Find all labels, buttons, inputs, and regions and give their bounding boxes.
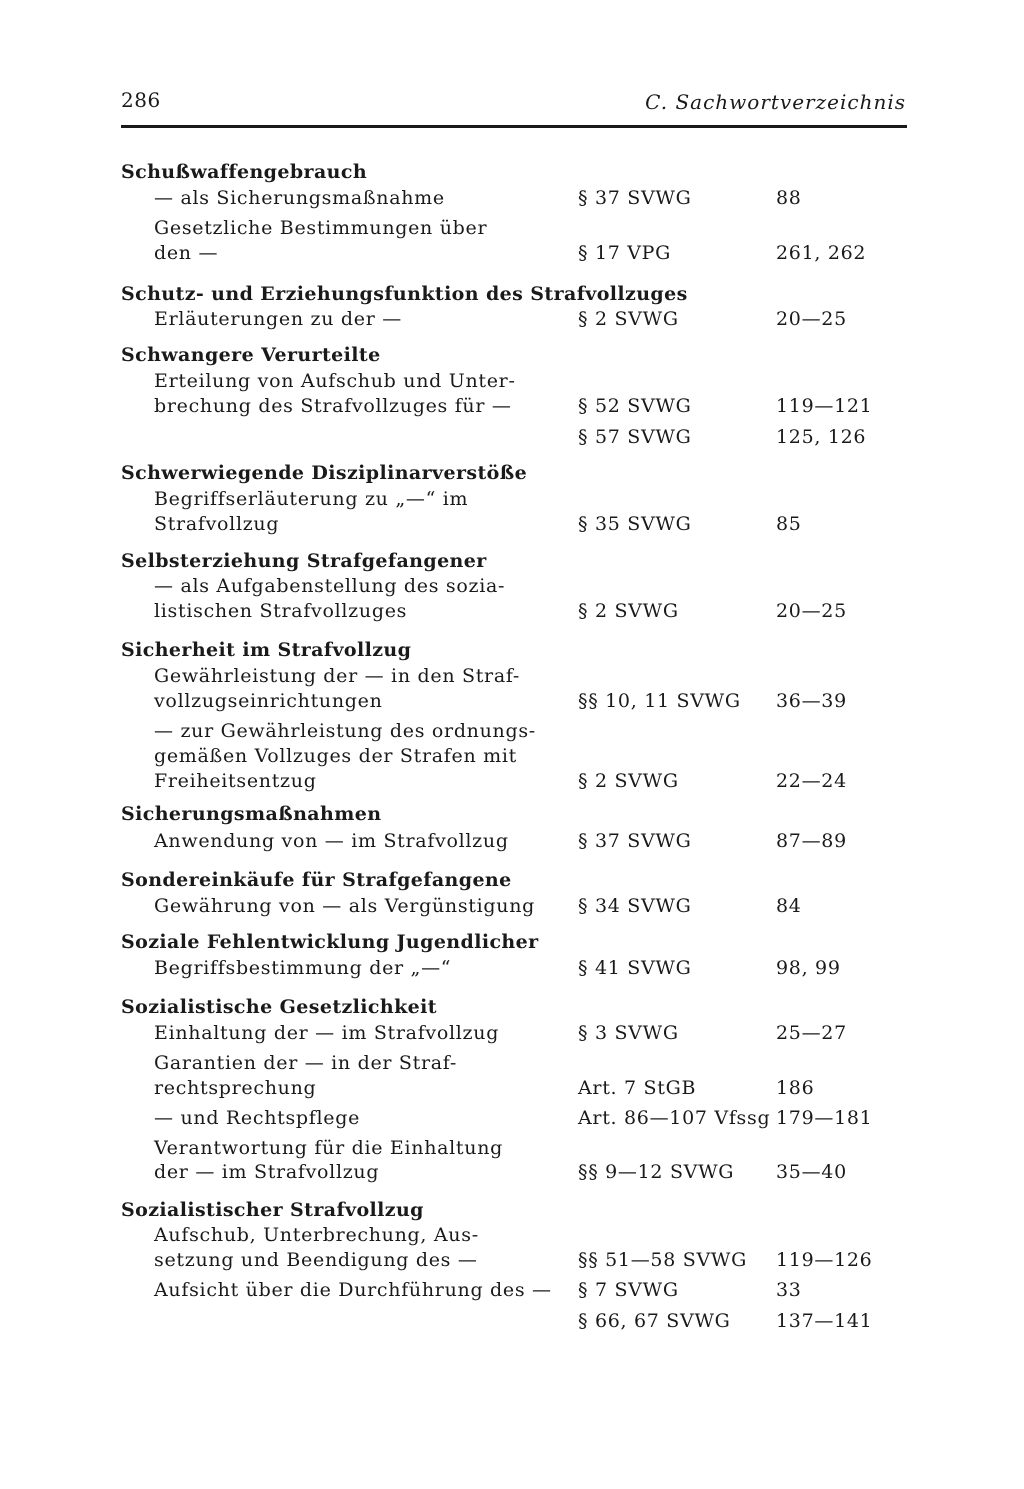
- page-reference: 33: [776, 1279, 802, 1301]
- legal-reference: § 7 SVWG: [578, 1279, 679, 1301]
- legal-reference: § 34 SVWG: [578, 895, 692, 917]
- legal-reference: § 35 SVWG: [578, 513, 692, 535]
- running-title: C. Sachwortverzeichnis: [645, 90, 906, 114]
- subentry-text: — zur Gewährleistung des ordnungs-: [154, 720, 536, 742]
- subentry-text: — als Aufgabenstellung des sozia-: [154, 575, 506, 597]
- page-reference: 119—126: [776, 1249, 873, 1271]
- entry-heading: Soziale Fehlentwicklung Jugendlicher: [121, 931, 539, 953]
- legal-reference: § 37 SVWG: [578, 830, 692, 852]
- subentry-text: Aufsicht über die Durchführung des —: [154, 1279, 552, 1301]
- page-reference: 85: [776, 513, 802, 535]
- legal-reference: § 2 SVWG: [578, 770, 679, 792]
- page-reference: 137—141: [776, 1310, 873, 1332]
- subentry-text: gemäßen Vollzuges der Strafen mit: [154, 745, 517, 767]
- legal-reference: § 2 SVWG: [578, 600, 679, 622]
- legal-reference: § 2 SVWG: [578, 308, 679, 330]
- legal-reference: § 17 VPG: [578, 242, 672, 264]
- legal-reference: § 66, 67 SVWG: [578, 1310, 731, 1332]
- page-reference: 84: [776, 895, 802, 917]
- page-reference: 186: [776, 1077, 815, 1099]
- header-rule: [121, 125, 907, 128]
- subentry-text: vollzugseinrichtungen: [154, 690, 383, 712]
- page-reference: 179—181: [776, 1107, 873, 1129]
- subentry-text: Gewährung von — als Vergünstigung: [154, 895, 535, 917]
- page-reference: 261, 262: [776, 242, 867, 264]
- subentry-text: Gewährleistung der — in den Straf-: [154, 665, 521, 687]
- entry-heading: Sozialistische Gesetzlichkeit: [121, 996, 437, 1018]
- subentry-text: brechung des Strafvollzuges für —: [154, 395, 512, 417]
- subentry-text: Aufschub, Unterbrechung, Aus-: [154, 1224, 479, 1246]
- page-reference: 20—25: [776, 600, 847, 622]
- entry-heading: Selbsterziehung Strafgefangener: [121, 550, 487, 572]
- subentry-text: setzung und Beendigung des —: [154, 1249, 478, 1271]
- subentry-text: Freiheitsentzug: [154, 770, 317, 792]
- subentry-text: — und Rechtspflege: [154, 1107, 361, 1129]
- entry-heading: Sozialistischer Strafvollzug: [121, 1199, 424, 1221]
- entry-heading: Schußwaffengebrauch: [121, 161, 368, 183]
- entry-heading: Schwerwiegende Disziplinarverstöße: [121, 462, 528, 484]
- legal-reference: § 37 SVWG: [578, 187, 692, 209]
- subentry-text: Erläuterungen zu der —: [154, 308, 402, 330]
- subentry-text: Begriffserläuterung zu „—“ im: [154, 488, 469, 510]
- subentry-text: der — im Strafvollzug: [154, 1161, 380, 1183]
- entry-heading: Sondereinkäufe für Strafgefangene: [121, 869, 512, 891]
- page-reference: 22—24: [776, 770, 847, 792]
- subentry-text: listischen Strafvollzuges: [154, 600, 408, 622]
- legal-reference: §§ 51—58 SVWG: [578, 1249, 747, 1271]
- subentry-text: — als Sicherungsmaßnahme: [154, 187, 445, 209]
- legal-reference: § 41 SVWG: [578, 957, 692, 979]
- subentry-text: Anwendung von — im Strafvollzug: [154, 830, 509, 852]
- subentry-text: rechtsprechung: [154, 1077, 317, 1099]
- entry-heading: Sicherheit im Strafvollzug: [121, 639, 412, 661]
- subentry-text: Einhaltung der — im Strafvollzug: [154, 1022, 500, 1044]
- legal-reference: § 57 SVWG: [578, 426, 692, 448]
- page-reference: 25—27: [776, 1022, 847, 1044]
- legal-reference: § 3 SVWG: [578, 1022, 679, 1044]
- entry-heading: Sicherungsmaßnahmen: [121, 803, 382, 825]
- page-number: 286: [121, 88, 161, 112]
- subentry-text: Gesetzliche Bestimmungen über: [154, 217, 488, 239]
- legal-reference: §§ 9—12 SVWG: [578, 1161, 735, 1183]
- page-reference: 87—89: [776, 830, 847, 852]
- page-reference: 119—121: [776, 395, 873, 417]
- subentry-text: Garantien der — in der Straf-: [154, 1052, 457, 1074]
- legal-reference: Art. 86—107 Vfssg: [578, 1107, 771, 1129]
- legal-reference: §§ 10, 11 SVWG: [578, 690, 741, 712]
- page-reference: 35—40: [776, 1161, 847, 1183]
- page-reference: 88: [776, 187, 802, 209]
- subentry-text: den —: [154, 242, 219, 264]
- legal-reference: Art. 7 StGB: [578, 1077, 697, 1099]
- page-reference: 125, 126: [776, 426, 867, 448]
- entry-heading: Schutz- und Erziehungsfunktion des Strafvollzuges: [121, 283, 688, 305]
- subentry-text: Verantwortung für die Einhaltung: [154, 1137, 504, 1159]
- subentry-text: Strafvollzug: [154, 513, 280, 535]
- page-reference: 36—39: [776, 690, 847, 712]
- page-reference: 98, 99: [776, 957, 841, 979]
- subentry-text: Begriffsbestimmung der „—“: [154, 957, 452, 979]
- page-reference: 20—25: [776, 308, 847, 330]
- entry-heading: Schwangere Verurteilte: [121, 344, 381, 366]
- subentry-text: Erteilung von Aufschub und Unter-: [154, 370, 516, 392]
- legal-reference: § 52 SVWG: [578, 395, 692, 417]
